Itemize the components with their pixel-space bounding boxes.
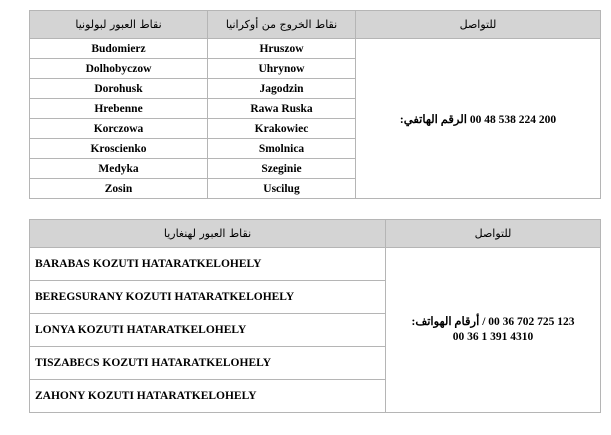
- ukraine-exit-cell: Uhrynow: [208, 59, 356, 79]
- ukraine-exit-cell: Hruszow: [208, 39, 356, 59]
- table-header-row: [30, 11, 601, 39]
- table-row: [30, 248, 601, 281]
- poland-crossing-cell: Korczowa: [30, 119, 208, 139]
- contact-phone-1: 00 36 702 725 123: [488, 316, 575, 328]
- hungary-contact-cell: [386, 248, 601, 413]
- hungary-crossing-cell: BARABAS KOZUTI HATARATKELOHELY: [30, 248, 386, 281]
- ukraine-exit-cell: Krakowiec: [208, 119, 356, 139]
- table-header-row: [30, 220, 601, 248]
- hungary-crossings-table: [29, 219, 601, 413]
- poland-crossing-cell: Budomierz: [30, 39, 208, 59]
- hungary-crossing-cell: LONYA KOZUTI HATARATKELOHELY: [30, 314, 386, 347]
- table-row: [30, 39, 601, 59]
- header-contact: للتواصل: [356, 11, 601, 39]
- poland-crossing-cell: Dolhobyczow: [30, 59, 208, 79]
- poland-crossing-cell: Dorohusk: [30, 79, 208, 99]
- poland-crossing-cell: Kroscienko: [30, 139, 208, 159]
- contact-label: الرقم الهاتفي:: [399, 113, 467, 126]
- ukraine-exit-cell: Uscilug: [208, 179, 356, 199]
- ukraine-exit-cell: Jagodzin: [208, 79, 356, 99]
- contact-separator: /: [482, 316, 486, 328]
- hungary-crossing-cell: ZAHONY KOZUTI HATARATKELOHELY: [30, 380, 386, 413]
- header-hungary-crossings: نقاط العبور لهنغاريا: [30, 220, 386, 248]
- poland-crossings-table: [29, 10, 601, 199]
- ukraine-exit-cell: Rawa Ruska: [208, 99, 356, 119]
- poland-contact-cell: [356, 39, 601, 199]
- poland-crossing-cell: Zosin: [30, 179, 208, 199]
- contact-phone: 00 48 538 224 200: [469, 113, 557, 126]
- header-contact: للتواصل: [386, 220, 601, 248]
- hungary-crossing-cell: TISZABECS KOZUTI HATARATKELOHELY: [30, 347, 386, 380]
- header-ukraine-exits: نقاط الخروج من أوكرانيا: [208, 11, 356, 39]
- contact-phone-2: 00 36 1 391 4310: [452, 331, 534, 343]
- header-poland-crossings: نقاط العبور لبولونيا: [30, 11, 208, 39]
- poland-crossing-cell: Hrebenne: [30, 99, 208, 119]
- contact-label: أرقام الهواتف:: [411, 316, 480, 328]
- poland-crossing-cell: Medyka: [30, 159, 208, 179]
- ukraine-exit-cell: Smolnica: [208, 139, 356, 159]
- ukraine-exit-cell: Szeginie: [208, 159, 356, 179]
- hungary-crossing-cell: BEREGSURANY KOZUTI HATARATKELOHELY: [30, 281, 386, 314]
